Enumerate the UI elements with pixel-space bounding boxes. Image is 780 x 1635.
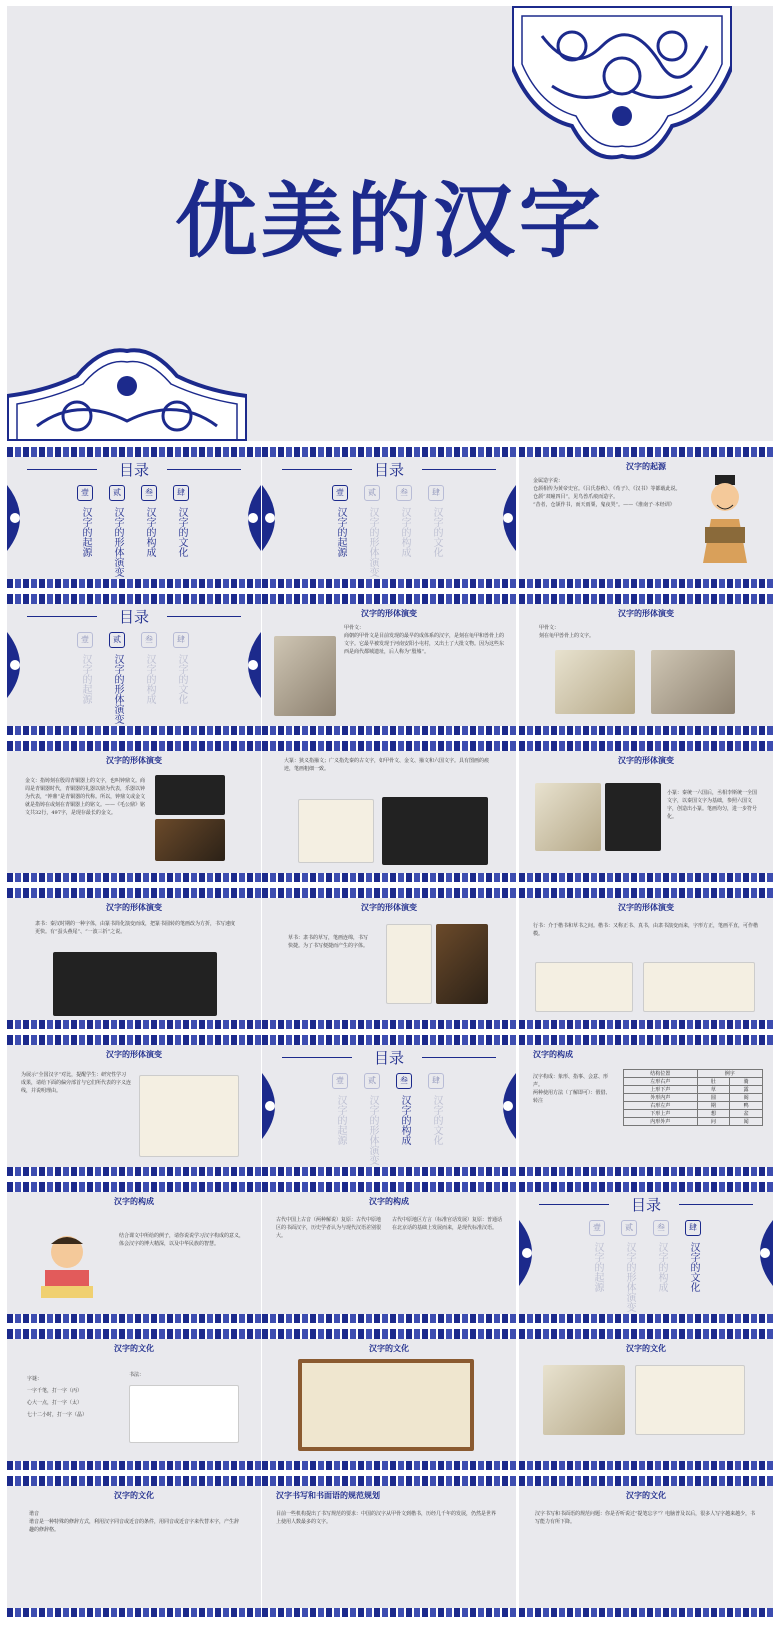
table-row: 右形左声 期 鸭 <box>624 1102 763 1110</box>
slide-body: 汉字书写和书面语的规范问题：你是否听说过“提笔忘字”？电脑普及以后，很多人写字越来越少，书写能力有所下降。 <box>535 1511 756 1525</box>
table-row: 上形下声 草 露 <box>624 1086 763 1094</box>
slide-title: 汉字的文化 <box>369 1343 409 1353</box>
side-ornament-icon <box>7 485 33 551</box>
side-ornament-icon <box>747 1220 773 1286</box>
structure-discussion-slide[interactable] <box>7 1182 261 1323</box>
slide-body: 小篆：秦统一六国后，丞相李斯统一全国文字，以秦国文字为基础，参照六国文字，创造出小篆。笔画均匀，进一步符号化。 <box>667 790 758 820</box>
turtle-shell-photo <box>651 650 735 714</box>
seal-icon: 肆 <box>428 1073 444 1089</box>
cursive-script-scroll <box>436 924 488 1004</box>
bronze-inscription-photo <box>155 775 225 815</box>
toc-header: 目录 <box>373 461 404 479</box>
toc-item-evolution[interactable]: 汉字的形体演变 <box>112 654 123 724</box>
toc-item-evolution[interactable]: 汉字的形体演变 <box>367 1095 378 1165</box>
calligraphy-sample-2 <box>635 1365 745 1435</box>
porcelain-ornament-bottom-left <box>7 346 247 441</box>
seal-icon: 壹 <box>332 1073 348 1089</box>
toc-item-culture[interactable]: 汉字的文化 <box>176 507 187 557</box>
regular-script-sample <box>643 962 755 1012</box>
slide-body: 为展示“全国汉字”对比，提醒学生：研究性学习成果，请给下面的偏旁部首与它们所代表的字义连线，并说明理由。 <box>21 1072 132 1094</box>
table-header: 结构位置 <box>624 1070 698 1078</box>
slide-body: 草书：隶书的草写，笔画连绵，书写快捷。为了书写便捷而产生的字体。 <box>288 935 369 949</box>
toc-item-culture[interactable]: 汉字的文化 <box>431 507 442 557</box>
seal-script-rubbing <box>382 797 488 865</box>
oracle-bone-photo <box>555 650 635 714</box>
toc-item-structure[interactable]: 汉字的构成 <box>399 507 410 557</box>
running-script-sample <box>535 962 633 1012</box>
slide-body: 古代中国上古音（两种解说）复原：古代中原地区的书面汉字，历史学者认为与现代汉语差别很大。 <box>276 1217 382 1239</box>
origin-slide[interactable] <box>519 447 773 588</box>
slide-body-2: 古代中原地区方言（标准官话发展）复原：普通话在北京话的基础上发展而来，是现代标准汉语。 <box>392 1217 503 1231</box>
toc-header: 目录 <box>630 1196 661 1214</box>
seal-icon: 叁 <box>396 485 412 501</box>
seal-icon: 壹 <box>77 632 93 648</box>
cover-slide[interactable] <box>7 6 773 441</box>
toc-slide-2[interactable] <box>262 447 516 588</box>
side-ornament-icon <box>262 1073 288 1139</box>
toc-item-origin[interactable]: 汉字的起源 <box>592 1242 603 1292</box>
side-ornament-icon <box>235 485 261 551</box>
calligraphy-slide[interactable] <box>262 1329 516 1470</box>
small-seal-sample <box>535 783 601 851</box>
table-row: 左形右声 肚 骑 <box>624 1078 763 1086</box>
slide-title: 汉字的形体演变 <box>361 608 417 618</box>
slide-title: 汉字的形体演变 <box>361 902 417 912</box>
toc-slide-4[interactable] <box>262 1035 516 1176</box>
calligraphy-sample-1 <box>543 1365 625 1435</box>
slide-title: 汉字书写和书面语的规范规划 <box>276 1490 380 1500</box>
slide-title: 汉字的形体演变 <box>618 755 674 765</box>
structure-table-slide[interactable] <box>519 1035 773 1176</box>
slide-body: 谐音 谐音是一种特殊的修辞方式，利用汉字同音或近音的条件，用同音或近音字来代替本字，产生辞趣的修辞格。 <box>29 1511 240 1533</box>
seal-icon: 壹 <box>589 1220 605 1236</box>
table-row: 外形内声 圆 阁 <box>624 1094 763 1102</box>
seal-icon: 壹 <box>332 485 348 501</box>
seal-icon: 叁 <box>653 1220 669 1236</box>
seal-icon: 贰 <box>109 632 125 648</box>
toc-slide-1[interactable] <box>7 447 261 588</box>
slide-title: 汉字的构成 <box>533 1049 573 1059</box>
slide-body: 金属造字说： 仓颉相传为黄帝史官。《吕氏春秋》、《荀子》、《汉书》等都载此说。 仓颉“双瞳四目”，见鸟兽爪痕而造字。 “昔者，仓颉作书，而天雨粟，鬼夜哭”。——《淮南子·本经训》 <box>533 478 681 508</box>
cangjie-cartoon-icon <box>697 475 753 563</box>
calligraphy-label: 书法： <box>129 1372 145 1378</box>
toc-item-structure[interactable]: 汉字的构成 <box>144 507 155 557</box>
cursive-script-slide[interactable] <box>262 888 516 1029</box>
seal-icon: 贰 <box>364 485 380 501</box>
slide-title: 汉字的文化 <box>626 1490 666 1500</box>
structure-table <box>623 1069 763 1126</box>
side-ornament-icon <box>235 632 261 698</box>
side-ornament-icon <box>519 1220 545 1286</box>
side-ornament-icon <box>490 485 516 551</box>
table-row: 下形上声 想 盆 <box>624 1110 763 1118</box>
seal-icon: 叁 <box>141 485 157 501</box>
slide-title: 汉字的文化 <box>114 1343 154 1353</box>
slide-title: 汉字的形体演变 <box>106 1049 162 1059</box>
slide-title: 汉字的文化 <box>626 1343 666 1353</box>
seal-script-sample <box>298 799 374 863</box>
seal-icon: 肆 <box>173 485 189 501</box>
slide-title: 汉字的形体演变 <box>618 902 674 912</box>
standardization-slide-2[interactable] <box>519 1476 773 1617</box>
slide-title: 汉字的形体演变 <box>106 755 162 765</box>
table-header: 例字 <box>697 1070 762 1078</box>
seal-icon: 肆 <box>685 1220 701 1236</box>
riddle-slide[interactable] <box>7 1329 261 1470</box>
toc-item-culture[interactable]: 汉字的文化 <box>431 1095 442 1145</box>
evolution-exercise-slide[interactable] <box>7 1035 261 1176</box>
seal-icon: 叁 <box>141 632 157 648</box>
seal-icon: 贰 <box>364 1073 380 1089</box>
toc-header: 目录 <box>118 608 149 626</box>
cursive-script-sample <box>386 924 432 1004</box>
calligraphy-scroll <box>298 1359 474 1451</box>
slide-title: 汉字的形体演变 <box>618 608 674 618</box>
toc-item-origin[interactable]: 汉字的起源 <box>335 507 346 557</box>
toc-item-origin[interactable]: 汉字的起源 <box>335 1095 346 1145</box>
seal-icon: 壹 <box>77 485 93 501</box>
toc-header: 目录 <box>118 461 149 479</box>
side-ornament-icon <box>490 1073 516 1139</box>
clerical-script-slide[interactable] <box>7 888 261 1029</box>
slide-body: 金文：指铸刻在殷周青铜器上的文字，也叫钟鼎文。商周是青铜器时代，青铜器的礼器以鼎为代表，乐器以钟为代表，“钟鼎”是青铜器的代称。所以，钟鼎文或金文就是指铸在或刻在青铜器上的铭文。——《毛公鼎》铭文共32行，497字，是现存最长的金文。 <box>25 778 146 816</box>
toc-item-structure[interactable]: 汉字的构成 <box>656 1242 667 1292</box>
toc-slide-3[interactable] <box>7 594 261 735</box>
toc-item-culture[interactable]: 汉字的文化 <box>176 654 187 704</box>
slide-body: 隶书：秦汉时期的一种字体，由篆书简化演变而成，把篆书圆转的笔画改为方折，书写速度更快。有“蚕头燕尾”、“一波三折”之说。 <box>35 921 236 935</box>
toc-item-origin[interactable]: 汉字的起源 <box>80 507 91 557</box>
toc-header: 目录 <box>373 1049 404 1067</box>
seal-icon: 贰 <box>621 1220 637 1236</box>
side-ornament-icon <box>7 632 33 698</box>
side-ornament-icon <box>262 485 288 551</box>
slide-body: 目前一些机构提出了书写规范的要求：中国的汉字从甲骨文到楷书，历经几千年的发展，仍然是世界上使用人数最多的文字。 <box>276 1511 497 1525</box>
pronunciation-slide[interactable] <box>262 1182 516 1323</box>
toc-item-evolution[interactable]: 汉字的形体演变 <box>367 507 378 577</box>
slide-body: 字谜： 一字千笔，打一字（丙） 心大一点，打一字（太） 七十二小时，打一字（晶） <box>27 1376 88 1418</box>
oracle-bone-photo <box>274 636 336 716</box>
toc-item-structure[interactable]: 汉字的构成 <box>144 654 155 704</box>
slide-body: 行书：介于楷书和草书之间。楷书：又称正书、真书，由隶书演变而来，字形方正，笔画平直，可作楷模。 <box>533 923 759 937</box>
slide-title: 汉字的构成 <box>369 1196 409 1206</box>
bronze-script-slide[interactable] <box>7 741 261 882</box>
porcelain-ornament-top-right <box>512 6 732 164</box>
slide-body: 结合课文中所给的例子，请你说说学习汉字构成的意义，体会汉字的博大精深，以及中华民族的智慧。 <box>119 1233 245 1247</box>
great-seal-slide[interactable] <box>262 741 516 882</box>
dragon-calligraphy <box>129 1385 239 1443</box>
calligraphy-slide-2[interactable] <box>519 1329 773 1470</box>
slide-title: 汉字的构成 <box>114 1196 154 1206</box>
slide-title: 汉字的文化 <box>114 1490 154 1500</box>
seal-icon: 肆 <box>428 485 444 501</box>
toc-item-origin[interactable]: 汉字的起源 <box>80 654 91 704</box>
slide-title: 汉字的起源 <box>626 461 666 471</box>
clerical-script-rubbing <box>53 952 217 1016</box>
seal-icon: 叁 <box>396 1073 412 1089</box>
student-cartoon-icon <box>37 1230 97 1300</box>
toc-item-evolution[interactable]: 汉字的形体演变 <box>624 1242 635 1312</box>
character-chart <box>139 1075 239 1157</box>
table-row: 内形外声 问 闻 <box>624 1118 763 1126</box>
standardization-slide[interactable] <box>262 1476 516 1617</box>
toc-item-culture[interactable]: 汉字的文化 <box>688 1242 699 1292</box>
slide-body: 汉字构成：象形、指事、会意、形声。 两种使用方法（了解即可）：假借、转注 <box>533 1074 611 1104</box>
slide-body: 甲骨文： 商朝的甲骨文是目前发现的最早的成体系的汉字，是刻在龟甲和兽骨上的文字。它最早被发现于河南安阳小屯村，又出土了大批文物。因为这些东西是商代都城遗址，后人称为“殷墟”。 <box>344 625 505 655</box>
slide-title: 汉字的形体演变 <box>106 902 162 912</box>
toc-item-structure[interactable]: 汉字的构成 <box>399 1095 410 1145</box>
cover-title: 优美的汉字 <box>174 173 605 269</box>
seal-icon: 贰 <box>109 485 125 501</box>
running-regular-slide[interactable] <box>519 888 773 1029</box>
homophone-slide[interactable] <box>7 1476 261 1617</box>
toc-slide-5[interactable] <box>519 1182 773 1323</box>
toc-item-evolution[interactable]: 汉字的形体演变 <box>112 507 123 577</box>
slide-body: 大篆：狭义指籀文；广义指先秦的古文字，如甲骨文、金文、籀文和六国文字。具有图画的痕迹，笔画粗细一致。 <box>284 758 490 772</box>
oracle-bone-slide[interactable] <box>262 594 516 735</box>
seal-icon: 肆 <box>173 632 189 648</box>
slide-body: 甲骨文： 刻在龟甲兽骨上的文字。 <box>539 625 595 639</box>
bronze-vessel-photo <box>155 819 225 861</box>
oracle-bone-slide-2[interactable] <box>519 594 773 735</box>
small-seal-slide[interactable] <box>519 741 773 882</box>
small-seal-rubbing <box>605 783 661 851</box>
